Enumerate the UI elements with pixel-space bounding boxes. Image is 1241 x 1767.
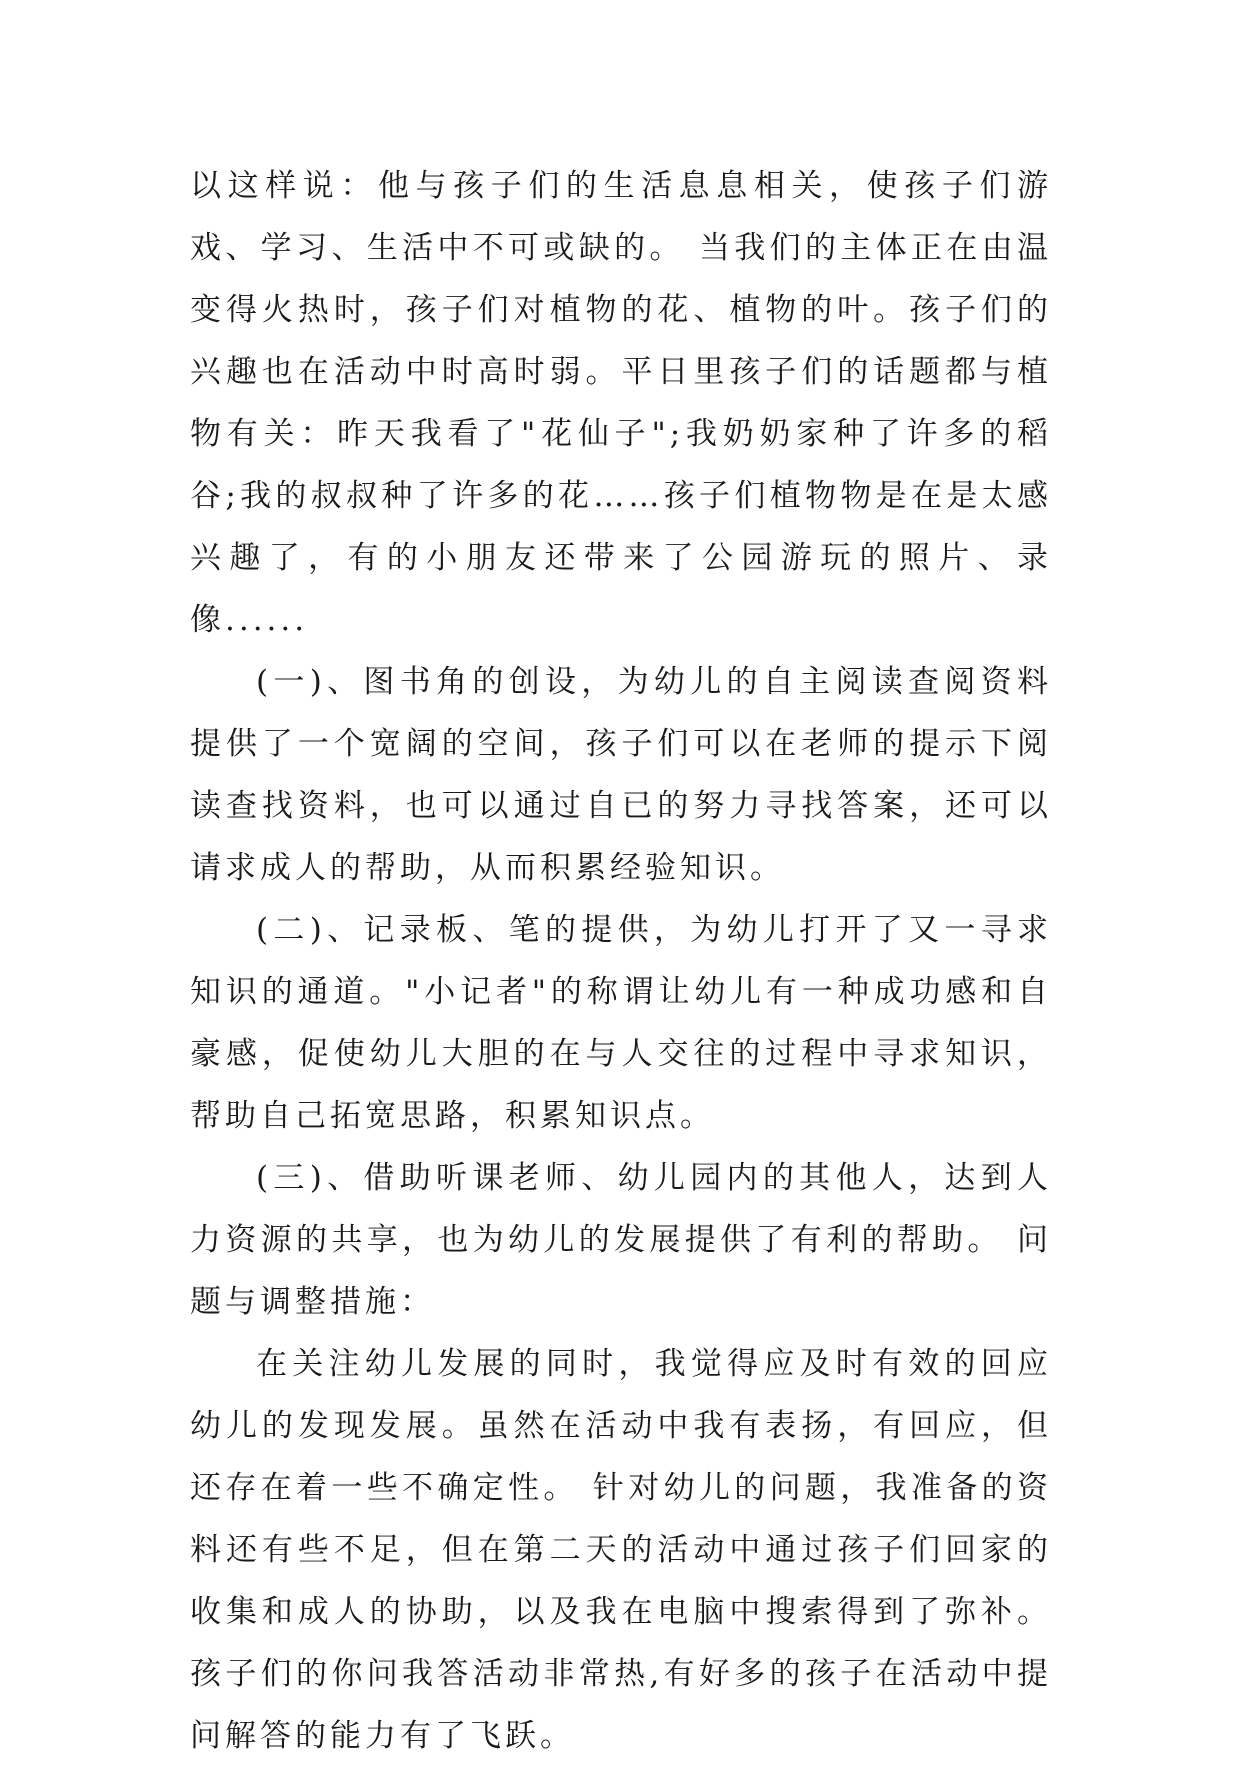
paragraph-reading-corner: (一)、图书角的创设，为幼儿的自主阅读查阅资料提供了一个宽阔的空间，孩子们可以在老师的提示下阅读查找资料，也可以通过自已的努力寻找答案，还可以请求成人的帮助，从而积累经验知识。 (190, 664, 1052, 886)
paragraph-recording-board: (二)、记录板、笔的提供，为幼儿打开了又一寻求知识的通道。"小记者"的称谓让幼儿有一种成功感和自豪感，促使幼儿大胆的在与人交往的过程中寻求知识，帮助自己拓宽思路，积累知识点。 (190, 912, 1052, 1134)
paragraph-intro: 以这样说：他与孩子们的生活息息相关，使孩子们游戏、学习、生活中不可或缺的。 当我们的主体正在由温变得火热时，孩子们对植物的花、植物的叶。孩子们的兴趣也在活动中时高时弱。平日里孩子们的话题都与植物有关：昨天我看了"花仙子";我奶奶家种了许多的稻谷;我的叔叔种了许多的花……孩子们植物物是在是太感兴趣了，有的小朋友还带来了公园游玩的照片、录像...... (190, 168, 1052, 638)
document-body (190, 155, 1052, 1767)
paragraph-reflection: 在关注幼儿发展的同时，我觉得应及时有效的回应幼儿的发现发展。虽然在活动中我有表扬，有回应，但还存在着一些不确定性。 针对幼儿的问题，我准备的资料还有些不足，但在第二天的活动中通过孩子们回家的收集和成人的协助，以及我在电脑中搜索得到了弥补。孩子们的你问我答活动非常热,有好多的孩子在活动中提问解答的能力有了飞跃。 (190, 1346, 1052, 1754)
paragraph-resource-sharing: (三)、借助听课老师、幼儿园内的其他人，达到人力资源的共享，也为幼儿的发展提供了有利的帮助。 问题与调整措施： (190, 1160, 1052, 1320)
